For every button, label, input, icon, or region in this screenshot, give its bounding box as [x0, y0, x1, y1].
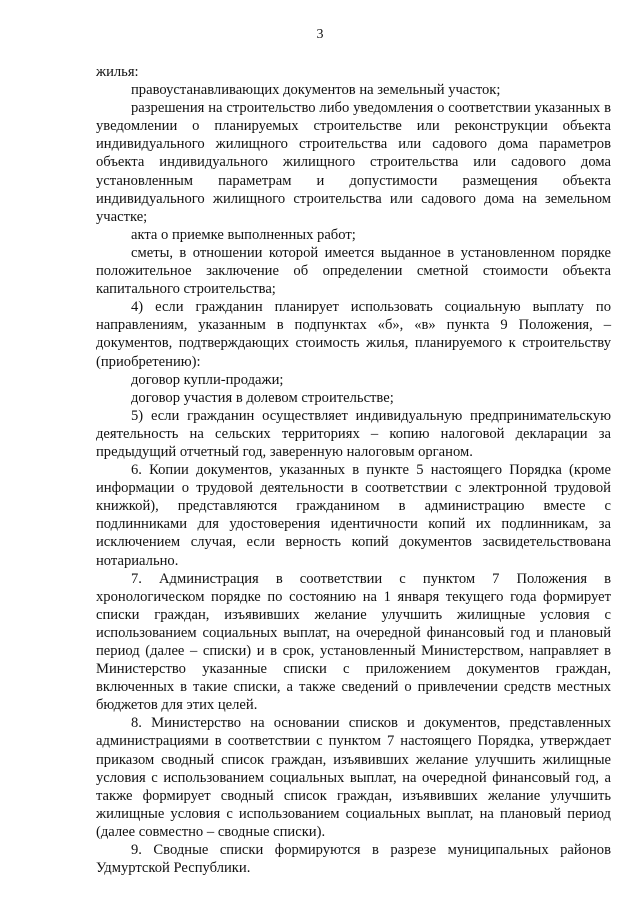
page-number: 3 [316, 27, 324, 42]
paragraph: жилья: [96, 64, 139, 80]
paragraph: 8. Министерство на основании списков и документов, представленных администрациями в соответствии с пунктом 7 настоящего Порядка, утверждает приказом сводный список граждан, изъявивших желание улучшить жилищные условия с использованием социальных выплат, на очередной финансовый год, а также формирует сводный список граждан, изъявивших желание улучшить жилищные условия с использованием социальных выплат, на плановый период (далее совместно – сводные списки). [96, 715, 611, 840]
paragraph: договор участия в долевом строительстве; [131, 389, 394, 406]
paragraph: разрешения на строительство либо уведомления о соответствии указанных в уведомлении о планируемых строительстве или реконструкции объекта индивидуального жилищного строительства или садового дома параметров объекта индивидуального жилищного строительства или садового дома установленным параметрам и допустимости размещения объекта индивидуального жилищного строительства или садового дома на земельном участке; [96, 100, 611, 225]
paragraph: 9. Сводные списки формируются в разрезе муниципальных районов Удмуртской Республики. [96, 842, 611, 877]
paragraph: акта о приемке выполненных работ; [131, 226, 356, 243]
paragraph: договор купли-продажи; [131, 371, 284, 388]
paragraph: сметы, в отношении которой имеется выданное в установленном порядке положительное заключение об определении сметной стоимости объекта капитального строительства; [96, 244, 611, 298]
paragraph: 4) если гражданин планирует использовать социальную выплату по направлениям, указанным в подпунктах «б», «в» пункта 9 Положения, – документов, подтверждающих стоимость жилья, планируемого к строительству (приобретению): [96, 299, 611, 370]
paragraph: 6. Копии документов, указанных в пункте 5 настоящего Порядка (кроме информации о трудовой деятельности в соответствии с электронной трудовой книжкой), представляются гражданином в администрацию вместе с подлинниками для удостоверения идентичности копий их подлинникам, за исключением случая, если верность копий документов засвидетельствована нотариально. [96, 462, 611, 569]
paragraph: 7. Администрация в соответствии с пунктом 7 Положения в хронологическом порядке по состоянию на 1 января текущего года формирует списки граждан, изъявивших желание улучшить жилищные условия с использованием социальных выплат, на очередной финансовый год и плановый период (далее – списки) и в срок, установленный Министерством, направляет в Министерство указанные списки с приложением документов граждан, включенных в такие списки, а также сведений о привлечении средств местных бюджетов для этих целей. [96, 570, 611, 714]
paragraph: 5) если гражданин осуществляет индивидуальную предпринимательскую деятельность на сельских территориях – копию налоговой декларации за предыдущий отчетный год, заверенную налоговым органом. [96, 407, 611, 460]
paragraph: правоустанавливающих документов на земельный участок; [131, 82, 501, 99]
document-body [96, 63, 611, 877]
